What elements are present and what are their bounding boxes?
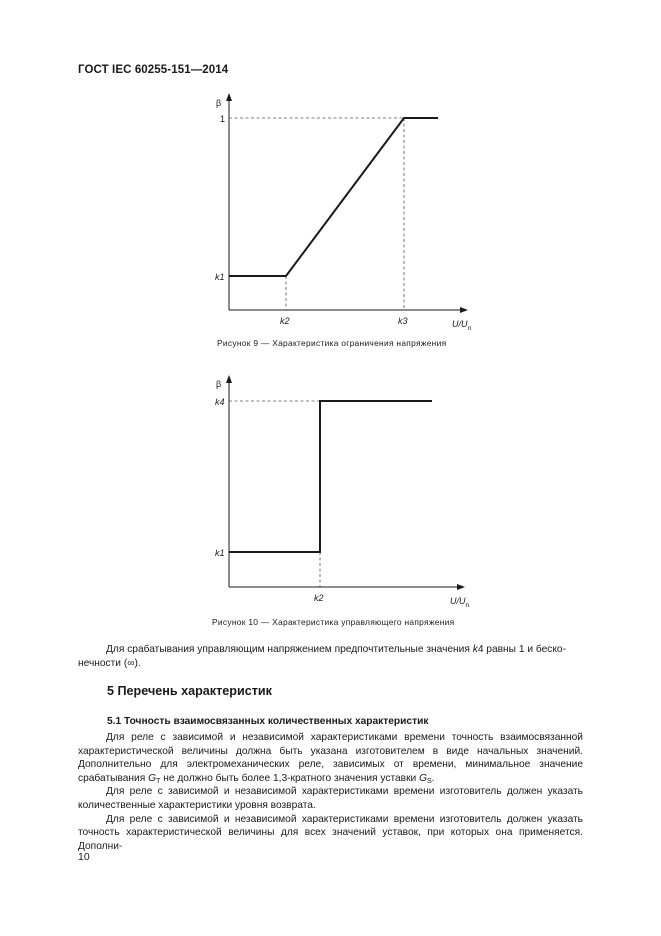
fig9-x-label: $U/U_n$ (452, 319, 472, 332)
paragraph-k4: Для срабатывания управляющим напряжением предпочтительные значения k4 равны 1 и беско- нечности (∞). (78, 643, 583, 670)
fig10-characteristic-line (229, 401, 432, 552)
figure-9-chart (0, 0, 661, 340)
page-number: 10 (78, 851, 90, 863)
paragraph-characteristic-accuracy: Для реле с зависимой и независимой характеристиками времени изготовитель должен указать точность характеристической величины для всех значений уставок, при которых она применяется. Дополни- (78, 813, 583, 852)
fig9-x-tick-k3: k3 (398, 316, 408, 326)
section-title: 5 Перечень характеристик (107, 684, 272, 698)
paragraph-accuracy: Для реле с зависимой и независимой характеристиками времени точность взаимосвязанной характеристической величины должна быть указана изготовителем в виде начальных значений. Дополнительно для электромеханических реле, зависимых от времени, минимальное значение срабатывания $G_T$ не должно быть более 1,3-кратного значения уставки $G_S$. (78, 732, 583, 785)
fig9-characteristic-line (229, 118, 438, 276)
figure-9-caption: Рисунок 9 — Характеристика ограничения напряжения (217, 338, 447, 348)
fig10-x-axis-arrow (457, 584, 465, 590)
fig9-y-axis-arrow (226, 93, 232, 101)
fig9-y-tick-k1: k1 (215, 272, 225, 282)
paragraph-k4-line2: нечности (∞). (78, 657, 141, 669)
fig9-y-label: β (216, 98, 222, 108)
fig9-x-axis-arrow (460, 307, 468, 313)
subsection-title: 5.1 Точность взаимосвязанных количественных характеристик (107, 716, 429, 727)
fig10-x-tick-k2: k2 (314, 593, 324, 603)
paragraph-reset-level: Для реле с зависимой и независимой характеристиками времени изготовитель должен указать количественные характеристики уровня возврата. (78, 786, 583, 811)
figure-10-caption: Рисунок 10 — Характеристика управляющего напряжения (212, 617, 455, 627)
fig10-x-label: $U/U_n$ (450, 596, 470, 609)
body-text (78, 731, 583, 853)
fig10-y-tick-k4: k4 (215, 397, 225, 407)
fig9-y-tick-1: 1 (220, 114, 226, 124)
fig9-x-tick-k2: k2 (280, 316, 290, 326)
document-header: ГОСТ IEC 60255-151—2014 (78, 64, 229, 76)
fig10-y-tick-k1: k1 (215, 548, 225, 558)
fig10-y-axis-arrow (226, 375, 232, 383)
figure-10-chart (0, 360, 661, 610)
fig10-y-label: β (216, 379, 222, 389)
